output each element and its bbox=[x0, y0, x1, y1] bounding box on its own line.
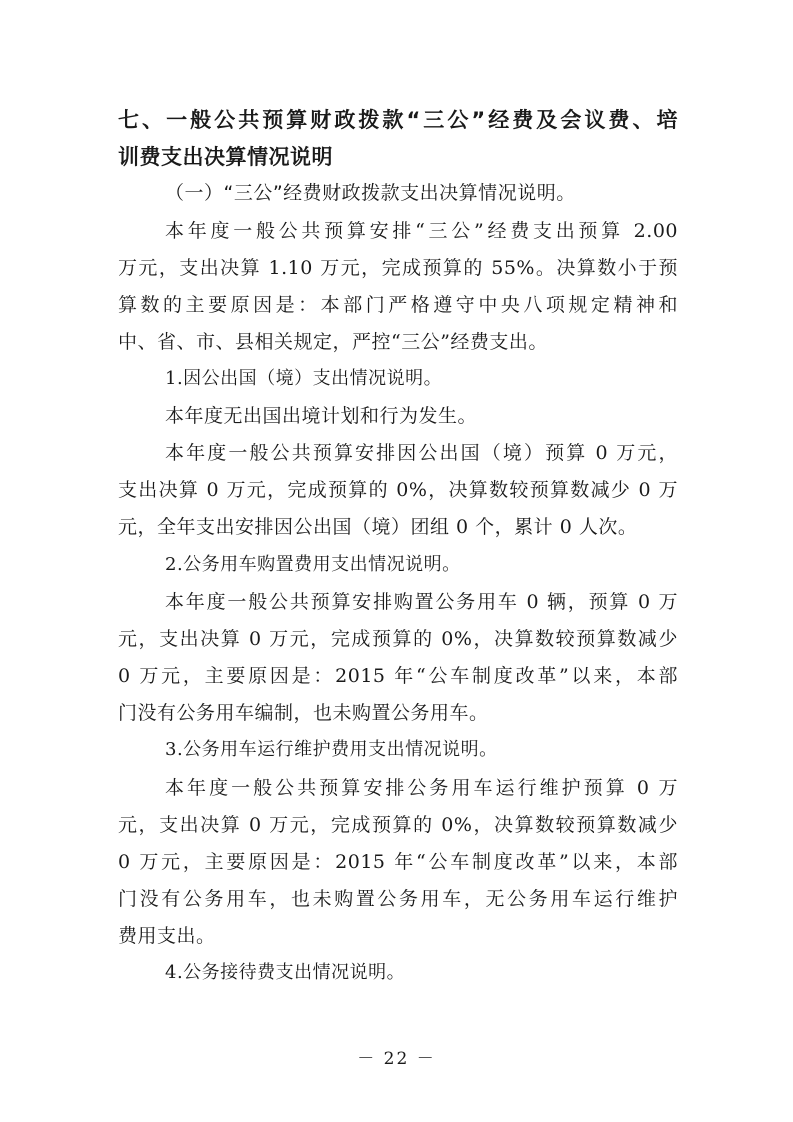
paragraph-line: 0 万元，主要原因是：2015 年“公车制度改革”以来，本部 bbox=[118, 851, 678, 873]
section-heading-line-1: 七、一般公共预算财政拨款“三公”经费及会议费、培 bbox=[118, 108, 678, 132]
item-title-4: 4.公务接待费支出情况说明。 bbox=[165, 962, 406, 983]
paragraph-line: 支出决算 0 万元，完成预算的 0%，决算数较预算数减少 0 万 bbox=[118, 479, 678, 501]
section-heading-line-2: 训费支出决算情况说明 bbox=[118, 145, 333, 169]
paragraph-line: 本年度无出国出境计划和行为发生。 bbox=[165, 405, 478, 427]
paragraph-line: 元，全年支出安排因公出国（境）团组 0 个，累计 0 人次。 bbox=[118, 516, 638, 538]
paragraph-line: 费用支出。 bbox=[118, 925, 216, 947]
item-title-1: 1.因公出国（境）支出情况说明。 bbox=[165, 368, 443, 389]
paragraph-line: 本年度一般公共预算安排公务用车运行维护预算 0 万 bbox=[165, 777, 678, 799]
item-title-3: 3.公务用车运行维护费用支出情况说明。 bbox=[165, 739, 498, 760]
paragraph-line: 元，支出决算 0 万元，完成预算的 0%，决算数较预算数减少 bbox=[118, 628, 678, 650]
paragraph-line: 元，支出决算 0 万元，完成预算的 0%，决算数较预算数减少 bbox=[118, 814, 678, 836]
paragraph-line: 算数的主要原因是：本部门严格遵守中央八项规定精神和 bbox=[118, 294, 678, 316]
paragraph-line: 门没有公务用车，也未购置公务用车，无公务用车运行维护 bbox=[118, 888, 678, 910]
paragraph-line: 本年度一般公共预算安排“三公”经费支出预算 2.00 bbox=[165, 220, 678, 242]
page-number: － 22 － bbox=[357, 1049, 436, 1069]
paragraph-line: 中、省、市、县相关规定，严控“三公”经费支出。 bbox=[118, 331, 548, 353]
paragraph-line: 0 万元，主要原因是：2015 年“公车制度改革”以来，本部 bbox=[118, 665, 678, 687]
subsection-title: （一）“三公”经费财政拨款支出决算情况说明。 bbox=[165, 182, 576, 204]
item-title-2: 2.公务用车购置费用支出情况说明。 bbox=[165, 554, 461, 575]
paragraph-line: 万元，支出决算 1.10 万元，完成预算的 55%。决算数小于预 bbox=[118, 257, 678, 279]
paragraph-line: 本年度一般公共预算安排购置公务用车 0 辆，预算 0 万 bbox=[165, 591, 678, 613]
paragraph-line: 门没有公务用车编制，也未购置公务用车。 bbox=[118, 702, 489, 724]
paragraph-line: 本年度一般公共预算安排因公出国（境）预算 0 万元， bbox=[165, 442, 678, 464]
